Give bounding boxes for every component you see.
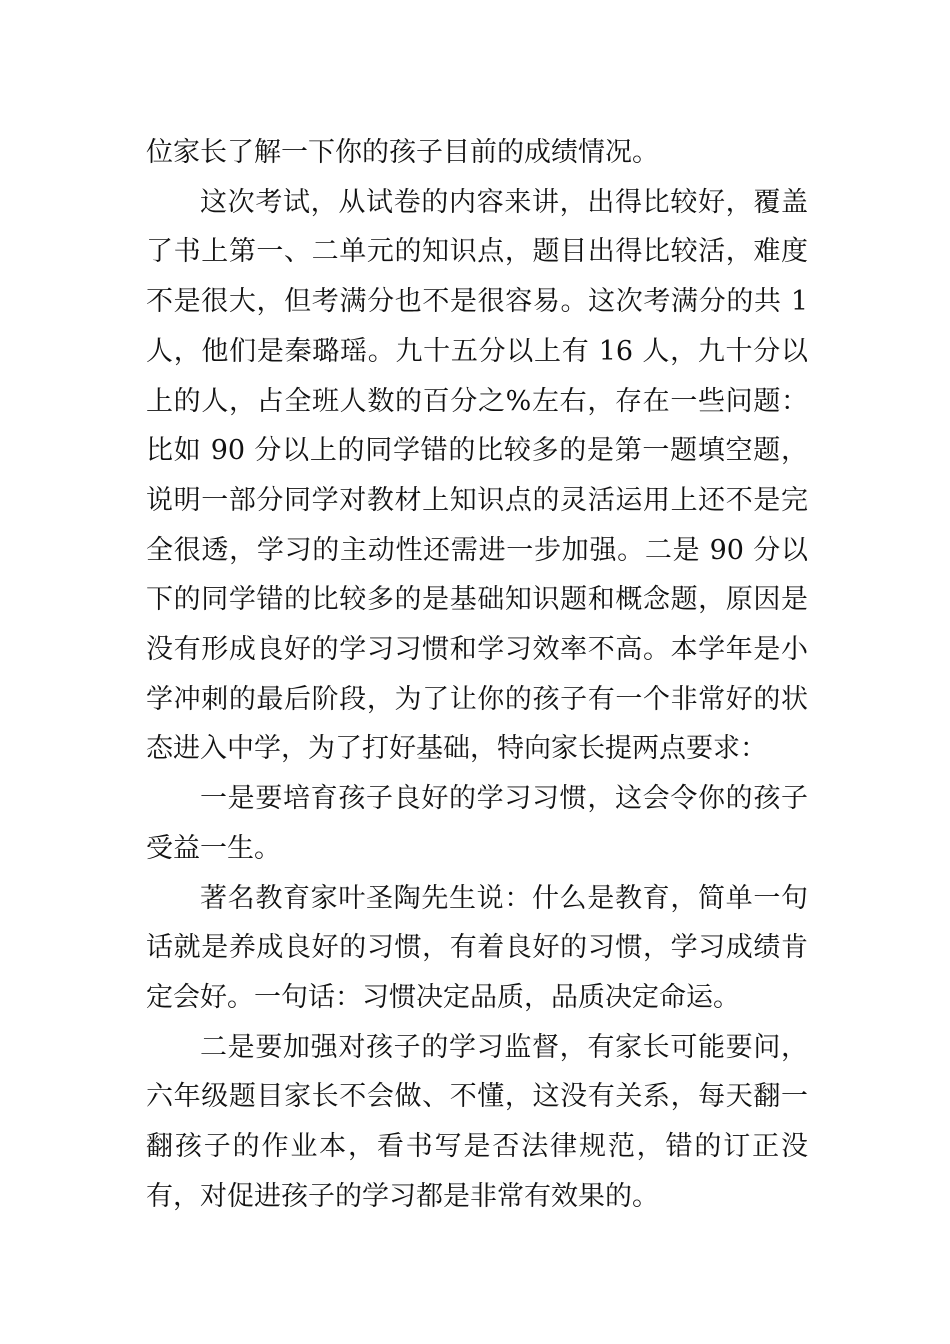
paragraph-exam-analysis: 这次考试，从试卷的内容来讲，出得比较好，覆盖了书上第一、二单元的知识点，题目出得比较活，难度不是很大，但考满分也不是很容易。这次考满分的共 1 人，他们是秦璐瑶。九十五分以上有 16 人，九十分以上的人，占全班人数的百分之%左右，存在一些问题：比如 90 分以上的同学错的比较多的是第一题填空题，说明一部分同学对教材上知识点的灵活运用上还不是完全很透，学习的主动性还需进一步加强。二是 90 分以下的同学错的比较多的是基础知识题和概念题，原因是没有形成良好的学习习惯和学习效率不高。本学年是小学冲刺的最后阶段，为了让你的孩子有一个非常好的状态进入中学，为了打好基础，特向家长提两点要求：: [146, 186, 808, 765]
paragraph-requirement-two: 二是要加强对孩子的学习监督，有家长可能要问，六年级题目家长不会做、不懂，这没有关系，每天翻一翻孩子的作业本，看书写是否法律规范，错的订正没有，对促进孩子的学习都是非常有效果的。: [146, 1031, 808, 1212]
paragraph-continued: 位家长了解一下你的孩子目前的成绩情况。: [146, 137, 659, 168]
body-text: [146, 128, 808, 1221]
paragraph-requirement-one: 一是要培育孩子良好的学习习惯，这会令你的孩子受益一生。: [146, 783, 808, 864]
paragraph-quote: 著名教育家叶圣陶先生说：什么是教育，简单一句话就是养成良好的习惯，有着良好的习惯，学习成绩肯定会好。一句话：习惯决定品质，品质决定命运。: [146, 882, 808, 1013]
